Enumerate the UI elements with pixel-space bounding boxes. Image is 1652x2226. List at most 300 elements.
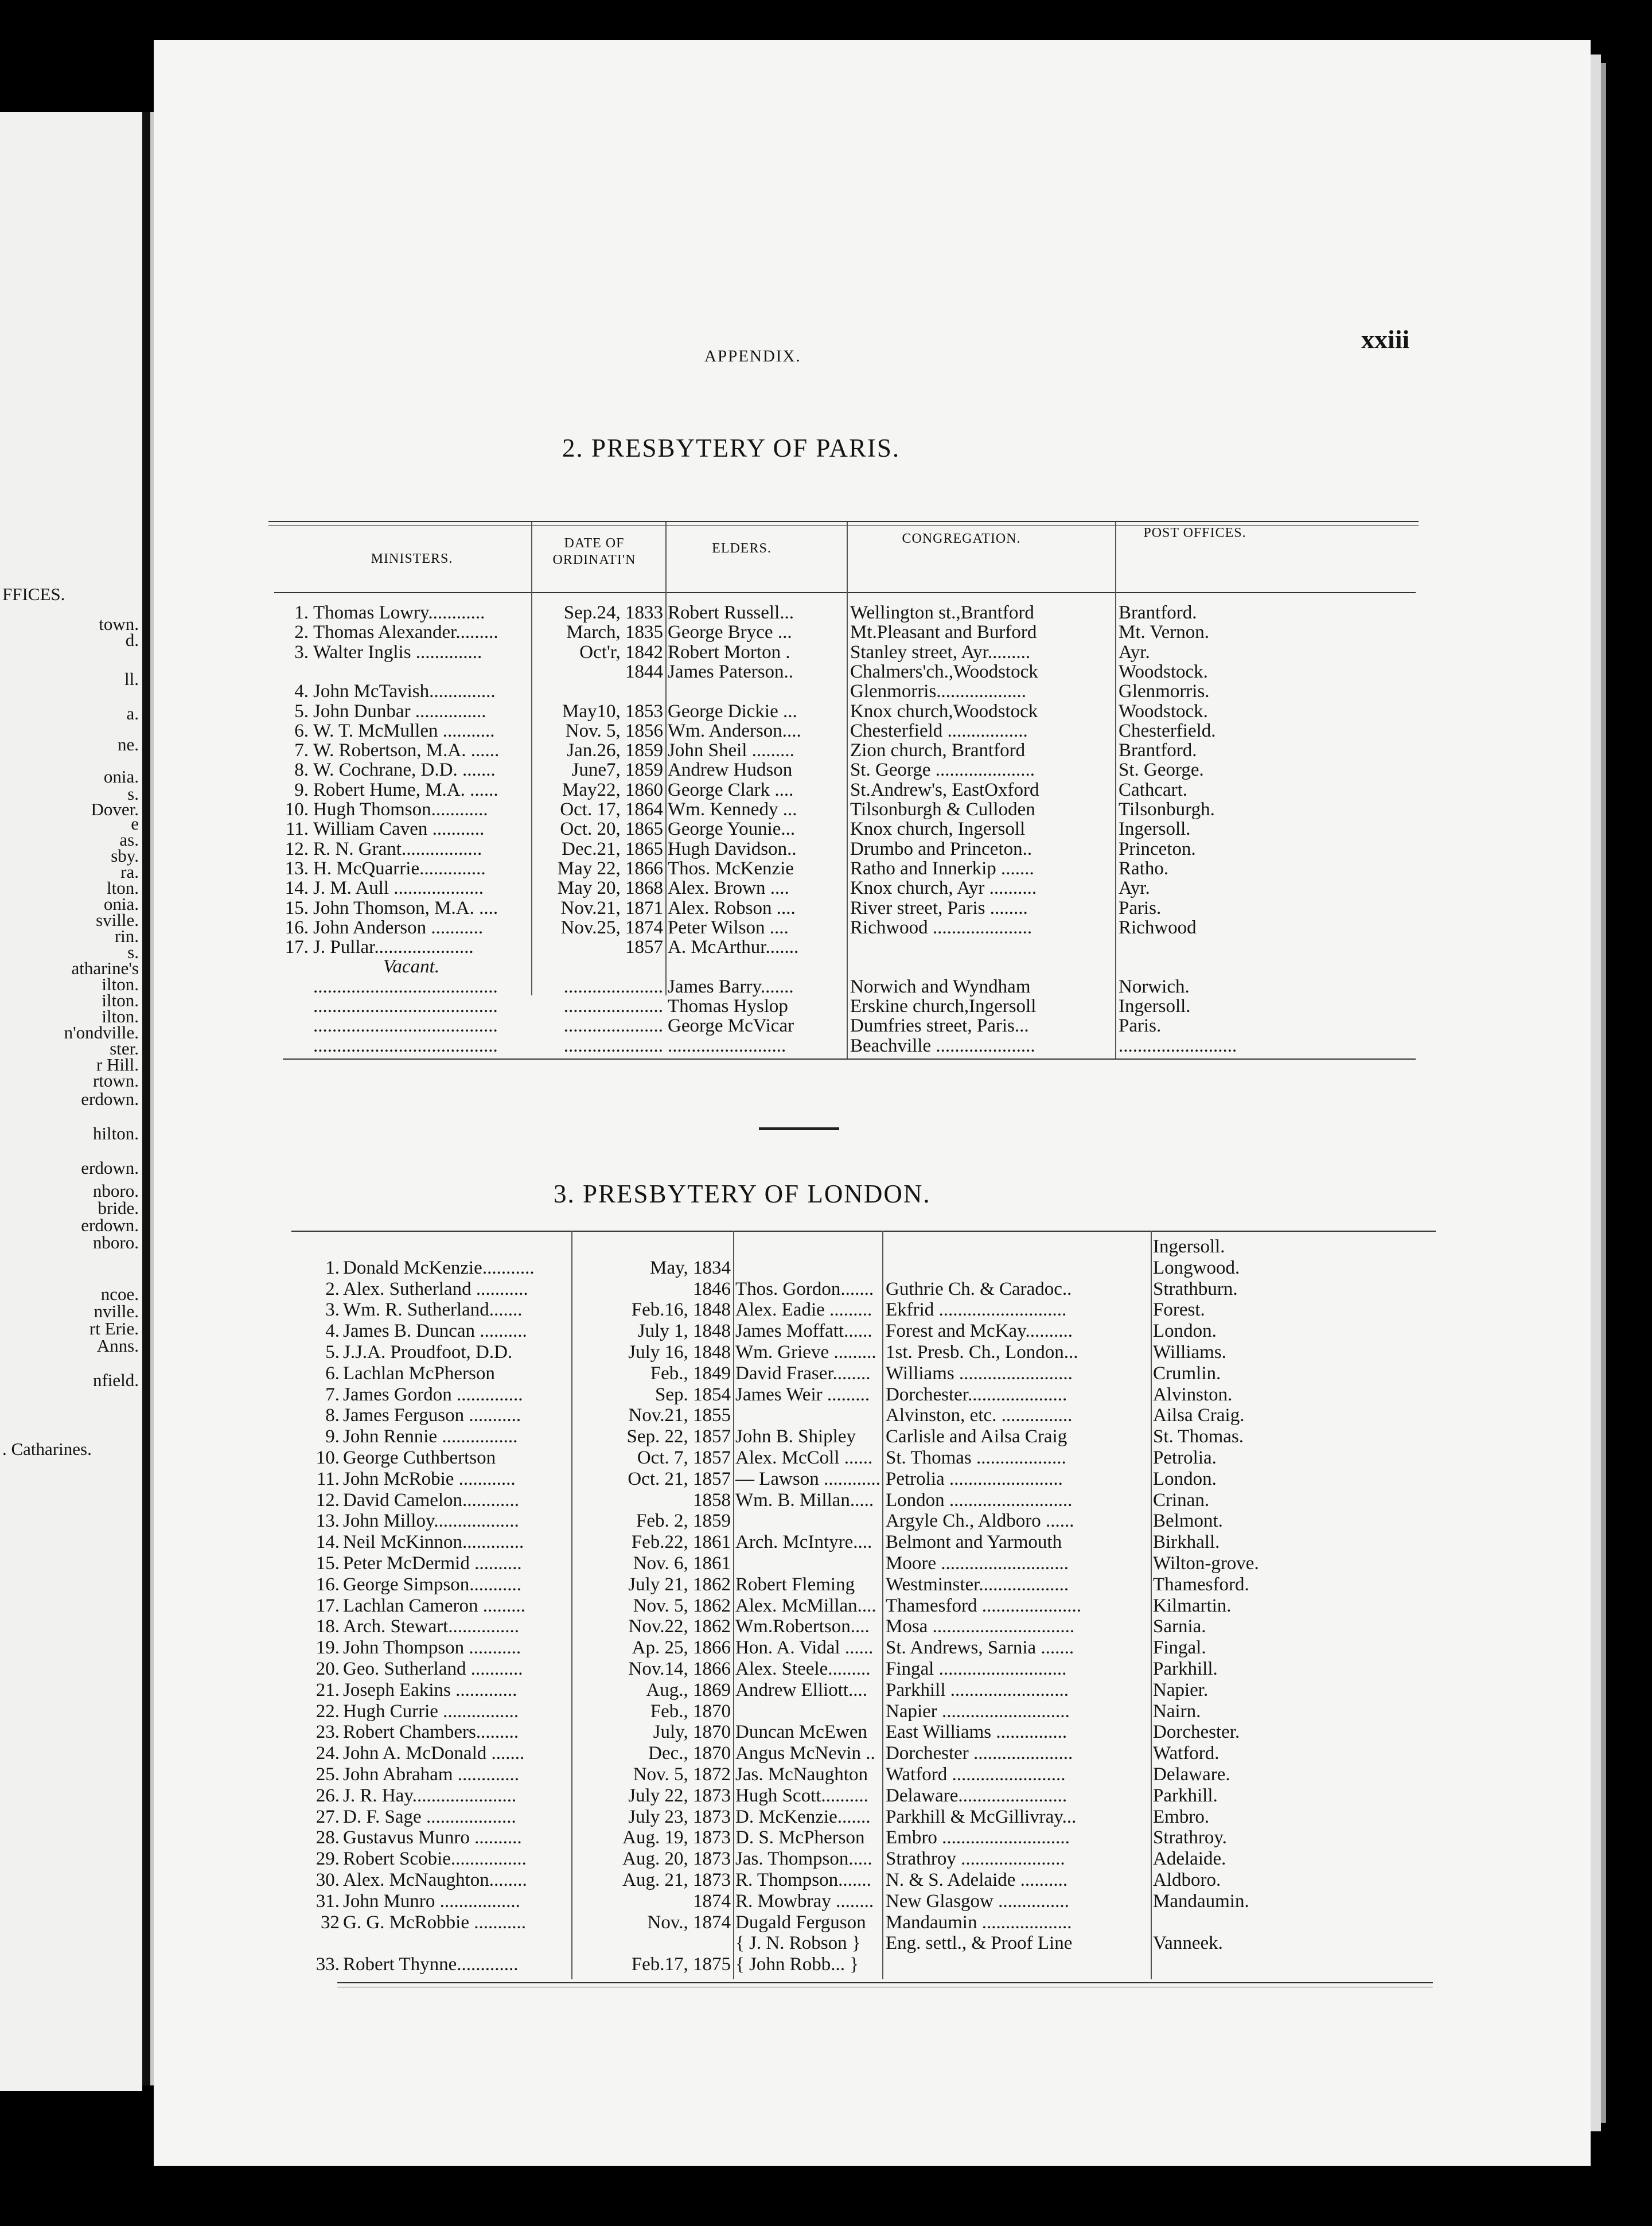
london-minister-cell: John Munro ................. — [343, 1890, 520, 1912]
london-congregation-cell: Dorchester ..................... — [886, 1743, 1073, 1764]
paris-congregation-cell: Chalmers'ch.,Woodstock — [850, 661, 1038, 682]
london-post-cell: Crinan. — [1153, 1489, 1210, 1511]
left-page-text-fragment: rtown. — [92, 1071, 139, 1091]
london-elder-cell: R. Mowbray ........ — [735, 1890, 874, 1912]
paris-minister-cell: W. Robertson, M.A. ...... — [313, 740, 500, 761]
london-minister-cell: John A. McDonald ....... — [343, 1743, 525, 1764]
london-date-cell: Aug. 20, 1873 — [622, 1848, 731, 1870]
london-minister-cell: James B. Duncan .......... — [343, 1321, 527, 1342]
london-post-cell: Kilmartin. — [1153, 1595, 1232, 1616]
london-title: 3. PRESBYTERY OF LONDON. — [554, 1180, 931, 1208]
london-minister-cell: J. R. Hay...................... — [343, 1785, 517, 1806]
paris-num-cell: 14. — [285, 878, 309, 899]
london-date-cell: Feb.22, 1861 — [631, 1532, 731, 1553]
london-num-cell: 9. — [325, 1426, 340, 1447]
paris-num-cell: 15. — [285, 897, 309, 919]
paris-congregation-cell: Knox church,Woodstock — [850, 701, 1038, 722]
paris-title: 2. PRESBYTERY OF PARIS. — [562, 434, 901, 462]
london-elder-cell: Andrew Elliott.... — [735, 1679, 868, 1700]
london-num-cell: 5. — [325, 1342, 340, 1363]
london-bottom-rule — [337, 1982, 1433, 1983]
london-table-row — [154, 1553, 1416, 1574]
paris-date-cell: May22, 1860 — [562, 779, 663, 800]
paris-date-cell: Dec.21, 1865 — [562, 838, 663, 859]
london-num-cell: 15. — [315, 1553, 340, 1574]
london-elder-cell: Hon. A. Vidal ...... — [735, 1637, 874, 1659]
left-page-text-fragment: ncoe. — [100, 1284, 139, 1304]
left-page-text-fragment: FFICES. — [2, 584, 65, 604]
london-post-cell: Strathroy. — [1153, 1827, 1227, 1848]
paris-num-cell: 4. — [294, 681, 309, 702]
london-num-cell: 16. — [315, 1574, 340, 1595]
london-congregation-cell: Dorchester..................... — [886, 1384, 1067, 1405]
london-post-cell: Watford. — [1153, 1743, 1219, 1764]
left-page-text-fragment: lton. — [107, 878, 139, 898]
london-num-cell: 6. — [325, 1363, 340, 1384]
london-table-row — [154, 1912, 1416, 1933]
paris-table-row — [154, 740, 1416, 761]
london-congregation-cell: 1st. Presb. Ch., London... — [886, 1342, 1078, 1363]
london-minister-cell: Lachlan Cameron ......... — [343, 1595, 525, 1616]
london-congregation-cell: East Williams ............... — [886, 1722, 1067, 1743]
paris-table-row — [154, 996, 1416, 1017]
paris-minister-cell: Robert Hume, M.A. ...... — [313, 779, 498, 800]
paris-elder-cell: George Dickie ... — [668, 701, 797, 722]
paris-minister-cell: R. N. Grant................. — [313, 838, 482, 859]
london-num-cell: 30. — [315, 1870, 340, 1890]
paris-minister-cell: ....................................... — [313, 976, 498, 997]
paris-elder-cell: Hugh Davidson.. — [668, 838, 797, 859]
london-congregation-cell: Guthrie Ch. & Caradoc.. — [886, 1278, 1072, 1299]
london-num-cell: 31. — [315, 1890, 340, 1912]
paris-num-cell: 16. — [285, 917, 309, 938]
london-elder-cell: Thos. Gordon....... — [735, 1278, 874, 1299]
paris-bottom-rule — [283, 1058, 1416, 1060]
left-page-text-fragment: sville. — [96, 910, 139, 930]
london-num-cell: 26. — [315, 1785, 340, 1806]
london-minister-cell: Geo. Sutherland ........... — [343, 1659, 523, 1679]
paris-table-row — [154, 1015, 1416, 1036]
paris-table-row — [154, 956, 1416, 977]
left-page-text-fragment: as. — [119, 830, 139, 850]
paris-elder-cell: Wm. Kennedy ... — [668, 799, 797, 820]
london-post-cell: Adelaide. — [1153, 1848, 1226, 1870]
london-elder-cell: Arch. McIntyre.... — [735, 1532, 872, 1553]
london-minister-cell: G. G. McRobbie ........... — [343, 1912, 526, 1933]
paris-table-row — [154, 681, 1416, 702]
left-page-text-fragment: ll. — [124, 669, 139, 689]
london-table-row — [154, 1785, 1416, 1806]
london-congregation-cell: Argyle Ch., Aldboro ...... — [886, 1511, 1074, 1532]
paris-post-cell: Richwood — [1119, 917, 1197, 938]
london-post-cell: St. Thomas. — [1153, 1426, 1244, 1447]
paris-elder-cell: George Clark .... — [668, 779, 794, 800]
london-table-row — [154, 1870, 1416, 1890]
london-num-cell: 23. — [315, 1722, 340, 1743]
london-table-row — [154, 1426, 1416, 1447]
london-elder-cell: Hugh Scott.......... — [735, 1785, 868, 1806]
london-table-row — [154, 1405, 1416, 1426]
left-page-text-fragment: ilton. — [102, 1006, 139, 1026]
page-edge — [1591, 55, 1601, 2131]
paris-top-rule — [268, 521, 1419, 522]
london-table-row — [154, 1616, 1416, 1637]
left-page-text-fragment: nfield. — [92, 1370, 139, 1390]
london-elder-cell: Jas. McNaughton — [735, 1764, 868, 1785]
left-page-text-fragment: town. — [99, 614, 139, 634]
london-minister-cell: John McRobie ............ — [343, 1468, 516, 1489]
london-num-cell: 19. — [315, 1637, 340, 1659]
london-congregation-cell: Carlisle and Ailsa Craig — [886, 1426, 1067, 1447]
london-congregation-cell: Embro ........................... — [886, 1827, 1070, 1848]
paris-post-cell: Norwich. — [1119, 976, 1190, 997]
london-elder-cell: Robert Fleming — [735, 1574, 855, 1595]
paris-minister-cell: H. McQuarrie.............. — [313, 858, 486, 879]
london-date-cell: July 1, 1848 — [637, 1321, 731, 1342]
left-page-text-fragment: ilton. — [102, 990, 139, 1010]
london-post-cell: Ailsa Craig. — [1153, 1405, 1245, 1426]
london-num-cell: 21. — [315, 1679, 340, 1700]
london-num-cell: 3. — [325, 1299, 340, 1321]
london-elder-cell: Alex. Steele......... — [735, 1659, 871, 1679]
london-post-cell: Wilton-grove. — [1153, 1553, 1259, 1574]
london-minister-cell: George Simpson........... — [343, 1574, 522, 1595]
london-post-cell: Petrolia. — [1153, 1447, 1217, 1468]
london-date-cell: Nov.14, 1866 — [628, 1659, 731, 1679]
london-post-cell: Aldboro. — [1153, 1870, 1221, 1890]
london-elder-cell: Alex. McColl ...... — [735, 1447, 873, 1468]
paris-table-row — [154, 642, 1416, 663]
paris-num-cell: 10. — [285, 799, 309, 820]
london-elder-cell: Alex. McMillan.... — [735, 1595, 876, 1616]
london-num-cell: 10. — [315, 1447, 340, 1468]
london-post-cell: London. — [1153, 1321, 1217, 1342]
paris-elder-cell: James Paterson.. — [668, 661, 794, 682]
col-post-offices-header: POST OFFICES. — [1143, 526, 1246, 540]
london-date-cell: Sep. 1854 — [655, 1384, 731, 1405]
paris-table-row — [154, 937, 1416, 958]
london-table-row — [154, 1680, 1416, 1700]
london-congregation-cell: Delaware....................... — [886, 1785, 1067, 1806]
london-congregation-cell: Fingal ........................... — [886, 1659, 1067, 1679]
london-date-cell: 1874 — [693, 1890, 731, 1912]
paris-date-cell: ..................... — [563, 1035, 663, 1056]
london-congregation-cell: Thamesford ..................... — [886, 1595, 1081, 1616]
london-minister-cell: Wm. R. Sutherland....... — [343, 1299, 523, 1321]
london-num-cell: 1. — [325, 1257, 340, 1278]
paris-date-cell: May 20, 1868 — [557, 878, 663, 899]
left-page-text-fragment: ster. — [110, 1038, 139, 1058]
london-date-cell: Dec., 1870 — [648, 1743, 731, 1764]
col-congregation-header: CONGREGATION. — [902, 531, 1021, 546]
paris-num-cell: 17. — [285, 937, 309, 958]
london-congregation-cell: N. & S. Adelaide .......... — [886, 1870, 1068, 1890]
paris-minister-cell: John McTavish.............. — [313, 681, 496, 702]
paris-minister-cell: W. T. McMullen ........... — [313, 720, 495, 741]
london-elder-cell: David Fraser........ — [735, 1363, 871, 1384]
london-congregation-cell: Mosa .............................. — [886, 1616, 1075, 1637]
london-minister-cell: Lachlan McPherson — [343, 1363, 495, 1384]
paris-congregation-cell: Erskine church,Ingersoll — [850, 996, 1037, 1017]
paris-table-row — [154, 799, 1416, 820]
paris-elder-cell: ......................... — [668, 1035, 786, 1056]
london-elder-cell: Angus McNevin .. — [735, 1743, 875, 1764]
london-date-cell: Nov. 5, 1862 — [633, 1595, 731, 1616]
london-date-cell: Oct. 7, 1857 — [637, 1447, 731, 1468]
left-page-text-fragment: onia. — [103, 894, 139, 914]
paris-elder-cell: Andrew Hudson — [668, 760, 793, 781]
london-minister-cell: Peter McDermid .......... — [343, 1553, 522, 1574]
london-num-cell: 8. — [325, 1405, 340, 1426]
london-congregation-cell: Moore ........................... — [886, 1553, 1069, 1574]
london-table-row — [154, 1933, 1416, 1953]
london-congregation-cell: St. Thomas ................... — [886, 1447, 1066, 1468]
london-table-row — [154, 1574, 1416, 1595]
paris-num-cell: 7. — [294, 740, 309, 761]
london-post-cell: Parkhill. — [1153, 1659, 1218, 1679]
left-page-text-fragment: ne. — [117, 734, 139, 754]
paris-table-row — [154, 878, 1416, 898]
left-page-text-fragment: e — [131, 814, 139, 834]
london-post-cell: Ingersoll. — [1153, 1236, 1225, 1257]
paris-table-row — [154, 858, 1416, 879]
paris-elder-cell: Robert Russell... — [668, 602, 794, 623]
london-table-row — [154, 1321, 1416, 1341]
paris-num-cell: 2. — [294, 622, 309, 643]
paris-table-row — [154, 839, 1416, 859]
paris-minister-cell: Vacant. — [383, 956, 440, 978]
london-minister-cell: Joseph Eakins ............. — [343, 1679, 517, 1700]
paris-table-row — [154, 898, 1416, 919]
london-post-cell: Napier. — [1153, 1679, 1209, 1700]
paris-post-cell: Brantford. — [1119, 740, 1197, 761]
paris-elder-cell: John Sheil ......... — [668, 740, 794, 761]
london-num-cell: 11. — [316, 1468, 340, 1489]
london-post-cell: Parkhill. — [1153, 1785, 1218, 1806]
london-date-cell: 1846 — [693, 1278, 731, 1299]
paris-post-cell: Ingersoll. — [1119, 996, 1191, 1017]
paris-congregation-cell: Knox church, Ingersoll — [850, 819, 1026, 840]
london-table-row — [154, 1764, 1416, 1785]
london-minister-cell: James Ferguson ........... — [343, 1405, 521, 1426]
london-elder-cell: { John Robb... } — [735, 1954, 859, 1975]
paris-minister-cell: J. Pullar..................... — [313, 937, 474, 958]
paris-minister-cell: William Caven ........... — [313, 819, 485, 840]
paris-date-cell: ..................... — [563, 996, 663, 1017]
london-top-rule — [291, 1231, 1436, 1232]
document-page — [154, 40, 1591, 2166]
london-table-row — [154, 1342, 1416, 1363]
london-date-cell: Nov. 6, 1861 — [633, 1553, 731, 1574]
london-congregation-cell: Ekfrid ........................... — [886, 1299, 1067, 1321]
paris-congregation-cell: Wellington st.,Brantford — [850, 602, 1034, 623]
london-num-cell: 17. — [315, 1595, 340, 1616]
london-num-cell: 24. — [315, 1743, 340, 1764]
london-post-cell: Williams. — [1153, 1342, 1226, 1363]
paris-date-cell: May10, 1853 — [562, 701, 663, 722]
paris-post-cell: St. George. — [1119, 760, 1204, 781]
london-num-cell: 14. — [315, 1532, 340, 1553]
london-minister-cell: John Rennie ................ — [343, 1426, 518, 1447]
paris-post-cell: Glenmorris. — [1119, 681, 1210, 702]
paris-minister-cell: Hugh Thomson............ — [313, 799, 488, 820]
left-page-text-fragment: Dover. — [91, 799, 139, 819]
london-congregation-cell: Westminster................... — [886, 1574, 1069, 1595]
paris-elder-cell: Robert Morton . — [668, 641, 790, 663]
london-elder-cell: Duncan McEwen — [735, 1722, 868, 1743]
london-congregation-cell: Williams ........................ — [886, 1363, 1073, 1384]
paris-elder-cell: Wm. Anderson.... — [668, 720, 801, 741]
paris-elder-cell: Peter Wilson .... — [668, 917, 789, 938]
paris-minister-cell: ....................................... — [313, 1015, 498, 1037]
left-page-text-fragment: s. — [127, 942, 139, 962]
london-minister-cell: Neil McKinnon............. — [343, 1532, 524, 1553]
paris-minister-cell: Thomas Lowry............ — [313, 602, 485, 623]
london-date-cell: 1858 — [693, 1489, 731, 1511]
london-table-row — [154, 1954, 1416, 1975]
paris-date-cell: Nov.21, 1871 — [560, 897, 663, 919]
london-num-cell: 4. — [325, 1321, 340, 1342]
paris-congregation-cell: Dumfries street, Paris... — [850, 1015, 1029, 1037]
london-table-row — [154, 1891, 1416, 1912]
london-table-row — [154, 1236, 1416, 1257]
paris-table-row — [154, 701, 1416, 722]
london-elder-cell: Alex. Eadie ......... — [735, 1299, 872, 1321]
london-table-row — [154, 1722, 1416, 1742]
london-table-row — [154, 1258, 1416, 1278]
paris-elder-cell: Thomas Hyslop — [668, 996, 788, 1017]
london-congregation-cell: Forest and McKay.......... — [886, 1321, 1073, 1342]
paris-elder-cell: A. McArthur....... — [668, 937, 799, 958]
london-num-cell: 18. — [315, 1616, 340, 1637]
london-num-cell: 22. — [315, 1700, 340, 1722]
london-date-cell: Nov. 5, 1872 — [633, 1764, 731, 1785]
london-elder-cell: R. Thompson....... — [735, 1870, 871, 1890]
paris-minister-cell: ....................................... — [313, 1035, 498, 1056]
london-elder-cell: Wm. B. Millan..... — [735, 1489, 874, 1511]
paris-elder-cell: Alex. Brown .... — [668, 878, 789, 899]
london-minister-cell: John Thompson ........... — [343, 1637, 521, 1659]
paris-congregation-cell: Glenmorris................... — [850, 681, 1027, 702]
london-table-row — [154, 1384, 1416, 1405]
london-table-row — [154, 1595, 1416, 1616]
left-page-text-fragment: erdown. — [81, 1215, 139, 1235]
paris-table-row — [154, 1036, 1416, 1056]
london-post-cell: Embro. — [1153, 1806, 1210, 1827]
london-date-cell: Oct. 21, 1857 — [628, 1468, 731, 1489]
london-table-row — [154, 1637, 1416, 1658]
paris-post-cell: Ratho. — [1119, 858, 1169, 879]
paris-num-cell: 8. — [294, 760, 309, 781]
left-page-text-fragment: atharine's — [71, 958, 139, 978]
london-date-cell: Feb.17, 1875 — [631, 1954, 731, 1975]
london-congregation-cell: Strathroy ...................... — [886, 1848, 1065, 1870]
paris-elder-cell: Alex. Robson .... — [668, 897, 796, 919]
paris-elder-cell: Thos. McKenzie — [668, 858, 794, 879]
left-page-text-fragment: bride. — [98, 1198, 139, 1218]
london-elder-cell: Dugald Ferguson — [735, 1912, 866, 1933]
left-page-text-fragment: hilton. — [92, 1123, 139, 1143]
paris-elder-cell: George Younie... — [668, 819, 796, 840]
paris-post-cell: Cathcart. — [1119, 779, 1188, 800]
page-number: xxiii — [1361, 325, 1410, 354]
paris-post-cell: Ayr. — [1119, 878, 1150, 899]
london-date-cell: Nov., 1874 — [647, 1912, 731, 1933]
paris-congregation-cell: Tilsonburgh & Culloden — [850, 799, 1035, 820]
london-date-cell: July 23, 1873 — [628, 1806, 731, 1827]
paris-post-cell: Brantford. — [1119, 602, 1197, 623]
paris-congregation-cell: Zion church, Brantford — [850, 740, 1026, 761]
london-table-row — [154, 1299, 1416, 1320]
paris-congregation-cell: Knox church, Ayr .......... — [850, 878, 1037, 899]
london-table-row — [154, 1490, 1416, 1511]
london-date-cell: Nov.21, 1855 — [628, 1405, 731, 1426]
left-page-text-fragment: sby. — [111, 846, 139, 866]
london-table-row — [154, 1511, 1416, 1531]
paris-post-cell: Tilsonburgh. — [1119, 799, 1215, 820]
paris-num-cell: 11. — [285, 819, 309, 840]
london-post-cell: Thamesford. — [1153, 1574, 1249, 1595]
paris-table-row — [154, 760, 1416, 780]
london-num-cell: 7. — [325, 1384, 340, 1405]
london-date-cell: Sep. 22, 1857 — [626, 1426, 731, 1447]
london-congregation-cell: Parkhill & McGillivray... — [886, 1806, 1077, 1827]
london-post-cell: Birkhall. — [1153, 1532, 1220, 1553]
london-post-cell: Vanneek. — [1153, 1933, 1223, 1954]
paris-post-cell: Paris. — [1119, 897, 1162, 919]
london-post-cell: Longwood. — [1153, 1257, 1240, 1278]
paris-congregation-cell: River street, Paris ........ — [850, 897, 1028, 919]
london-congregation-cell: Parkhill ......................... — [886, 1679, 1069, 1700]
left-page-text-fragment: ra. — [120, 862, 139, 882]
london-congregation-cell: New Glasgow ............... — [886, 1890, 1069, 1912]
paris-num-cell: 6. — [294, 720, 309, 741]
paris-date-cell: Sep.24, 1833 — [563, 602, 663, 623]
london-date-cell: July 16, 1848 — [628, 1342, 731, 1363]
london-elder-cell: James Moffatt...... — [735, 1321, 872, 1342]
london-num-cell: 20. — [315, 1659, 340, 1679]
london-elder-cell: — Lawson ............ — [735, 1468, 880, 1489]
london-congregation-cell: London .......................... — [886, 1489, 1073, 1511]
paris-congregation-cell: Chesterfield ................. — [850, 720, 1028, 741]
london-num-cell: 28. — [315, 1827, 340, 1848]
london-elder-cell: John B. Shipley — [735, 1426, 856, 1447]
page-edge-shadow — [1601, 63, 1606, 2123]
paris-congregation-cell: Norwich and Wyndham — [850, 976, 1031, 997]
london-date-cell: Aug. 21, 1873 — [622, 1870, 731, 1890]
paris-post-cell: Mt. Vernon. — [1119, 622, 1209, 643]
paris-date-cell: 1857 — [625, 937, 663, 958]
london-elder-cell: Wm. Grieve ......... — [735, 1342, 876, 1363]
london-table-row — [154, 1743, 1416, 1764]
paris-minister-cell: Walter Inglis .............. — [313, 641, 482, 663]
london-elder-cell: D. S. McPherson — [735, 1827, 865, 1848]
london-post-cell: Mandaumin. — [1153, 1890, 1249, 1912]
paris-table-row — [154, 602, 1416, 623]
london-post-cell: Crumlin. — [1153, 1363, 1221, 1384]
left-page-text-fragment: n'ondville. — [64, 1022, 139, 1042]
london-congregation-cell: Napier ........................... — [886, 1700, 1070, 1722]
running-title: APPENDIX. — [704, 347, 801, 365]
london-num-cell: 29. — [315, 1848, 340, 1870]
london-post-cell: Sarnia. — [1153, 1616, 1206, 1637]
london-minister-cell: John Milloy.................. — [343, 1511, 519, 1532]
london-minister-cell: Hugh Currie ................ — [343, 1700, 519, 1722]
left-page-text-fragment: erdown. — [81, 1089, 139, 1109]
london-num-cell: 2. — [325, 1278, 340, 1299]
section-divider — [759, 1127, 839, 1130]
london-num-cell: 25. — [315, 1764, 340, 1785]
